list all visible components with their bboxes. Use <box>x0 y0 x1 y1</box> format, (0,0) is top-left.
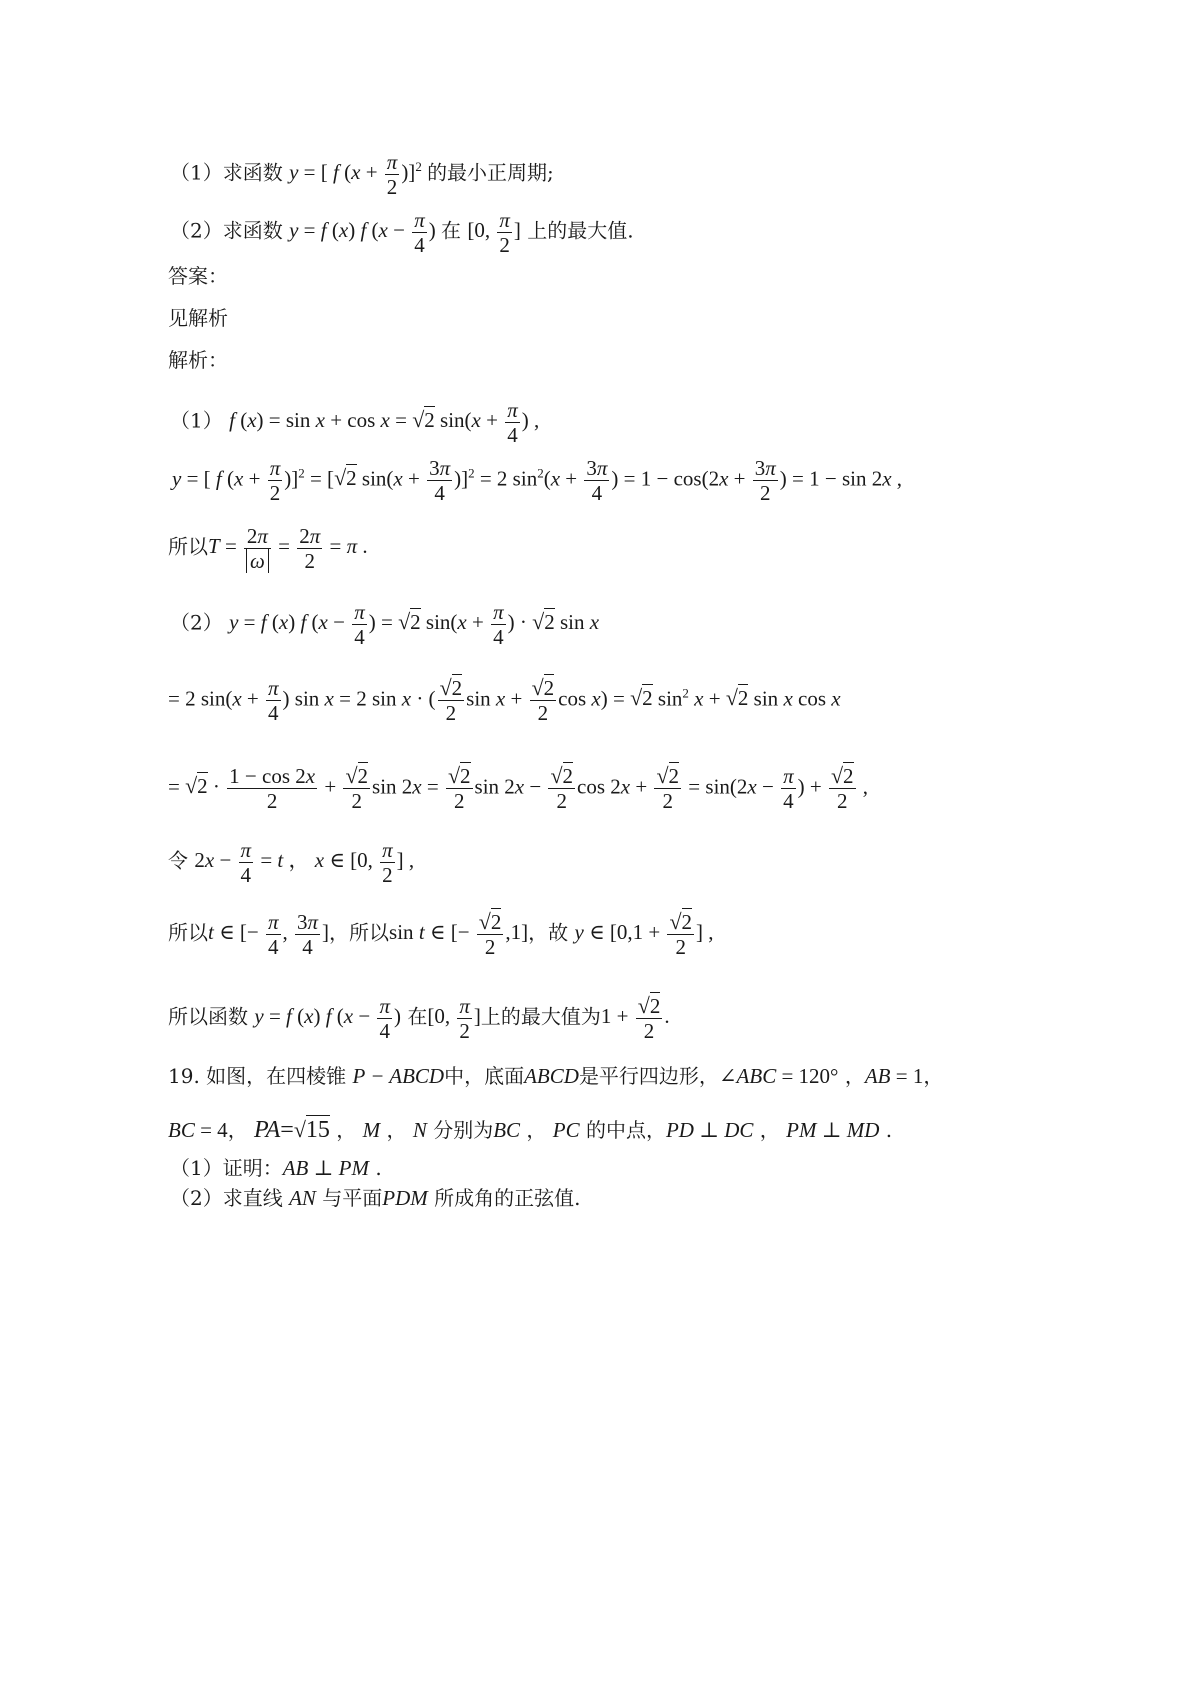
problem-19-part-2 <box>170 1184 581 1212</box>
final-value: 1 + $\frac{√2}{2}$ . <box>600 993 670 1043</box>
base-name: ABCD <box>524 1064 579 1088</box>
sin-range: sin t ∈ [− $\frac{√2}{2}$ ,1] <box>389 909 529 959</box>
final-tail: 上的最大值为 <box>480 1004 601 1029</box>
part-1-label: （1）证明： <box>170 1156 283 1180</box>
problem-19-in: 中，底面 <box>444 1064 525 1088</box>
solution-2-range <box>168 910 714 959</box>
angle-abc: ∠ABC = 120° <box>718 1064 839 1088</box>
point-n: N <box>412 1118 427 1142</box>
y-range: y ∈ [0,1 + $\frac{√2}{2}$ ] , <box>574 909 714 959</box>
solution-1-line-1 <box>170 398 539 447</box>
solution-2-formula-1: y = f (x) f (x − $\frac{\pi}{4}$ ) = √2 sin(x + $\frac{\pi}{4}$ ) · √2 sin x <box>229 600 600 649</box>
problem-19-is: 是平行四边形， <box>578 1064 719 1088</box>
problem-19-mid: 分别为 <box>433 1118 494 1142</box>
range-so-1: 所以 <box>168 920 208 945</box>
problem-19-line-1: 19. 如图，在四棱锥 P − ABCD中，底面ABCD是平行四边形，∠ABC = 120° ，AB = 1， <box>168 1064 944 1088</box>
question-2-tail: 上的最大值. <box>527 218 634 243</box>
final-lead: 所以函数 <box>168 1004 248 1029</box>
solution-2-formula-3: = √2 · $\frac{1 - \cos 2x}{2}$ + $\frac{√2}{2}$ sin 2x = $\frac{√2}{2}$ sin 2x − $\frac{√2}{2}$ cos 2x + $\frac{√2}{2}$ = sin(2x − $\frac{\pi}{4}$ ) + $\frac{√2}{2}$ , <box>168 763 869 813</box>
segment-pc: PC <box>552 1118 580 1142</box>
period-formula: T = $\frac{2\pi}{\omega}$ = $\frac{2\pi}{2}$ = π . <box>208 524 368 573</box>
question-1-label: （1）求函数 <box>170 160 283 185</box>
solution-2-conclusion <box>168 994 670 1043</box>
solution-2-formula-2: = 2 sin(x + $\frac{\pi}{4}$ ) sin x = 2 sin x · ( $\frac{√2}{2}$ sin x + $\frac{√2}{2}$ cos x) = √2 $\sin^2 x + √2$ sin x cos x <box>168 675 841 725</box>
plane-pdm: PDM <box>382 1186 428 1210</box>
question-1-formula: y = [ f (x + $\frac{\pi}{2}$ )]$^2$ <box>289 150 422 199</box>
solution-1-label: （1） <box>170 408 223 433</box>
final-interval: [0, $\frac{\pi}{2}$ ] <box>427 994 481 1043</box>
t-range: t ∈ [− $\frac{\pi}{4}$ , $\frac{3\pi}{4}$ ] <box>208 910 330 959</box>
solution-1-formula-1: f (x) = sin x + cos x = √2 sin(x + $\frac{\pi}{4}$ ) , <box>229 398 540 447</box>
ab-perp-pm: AB ⊥ PM <box>282 1156 369 1180</box>
analysis-heading: 解析： <box>168 348 228 372</box>
solution-1-so: 所以 <box>168 534 208 559</box>
part-2-b: 与平面 <box>322 1186 383 1210</box>
ab-length: AB = 1 <box>864 1064 924 1088</box>
part-2-a: （2）求直线 <box>170 1186 283 1210</box>
problem-19-intro: 19. 如图，在四棱锥 <box>168 1064 347 1088</box>
solution-1-formula-2: y = [ f (x + $\frac{\pi}{2}$ )]$^2$ = [√2 sin(x + $\frac{3\pi}{4}$ )]$^2$ = 2 $\sin^2(x$ + $\frac{3\pi}{4}$ ) = 1 − cos(2x + $\frac{3\pi}{2}$ ) = 1 − sin 2x , <box>172 456 903 505</box>
segment-bc: BC <box>493 1118 521 1142</box>
question-1 <box>170 150 554 199</box>
question-2-label: （2）求函数 <box>170 218 283 243</box>
range-hence: ，故 <box>528 920 569 945</box>
answer-heading: 答案： <box>168 264 228 288</box>
question-2-formula: y = f (x) f (x − $\frac{\pi}{4}$ ) <box>289 208 441 257</box>
question-2-interval: [0, $\frac{\pi}{2}$ ] <box>467 208 521 257</box>
pyramid-name: P − ABCD <box>352 1064 445 1088</box>
solution-1-period <box>168 524 368 573</box>
question-1-tail: 的最小正周期; <box>427 160 554 185</box>
part-2-c: 所成角的正弦值. <box>434 1186 581 1210</box>
bc-length: BC = 4 <box>168 1118 228 1142</box>
pa-length: PA=√15 <box>254 1117 330 1143</box>
pm-perp-md: PM ⊥ MD <box>786 1118 880 1142</box>
question-2-mid: 在 <box>440 218 461 243</box>
answer-text: 见解析 <box>168 306 228 330</box>
problem-19-mid2: 的中点， <box>585 1118 666 1142</box>
pd-perp-dc: PD ⊥ DC <box>665 1118 754 1142</box>
range-so-2: ，所以 <box>329 920 390 945</box>
final-formula: y = f (x) f (x − $\frac{\pi}{4}$ ) <box>254 994 401 1043</box>
point-m: M <box>362 1118 381 1142</box>
question-2 <box>170 208 634 257</box>
problem-19-line-2: BC = 4， PA=√15 ， M ， N 分别为BC ， PC 的中点，PD ⊥ DC ， PM ⊥ MD . <box>168 1117 893 1143</box>
solution-2-line-1 <box>170 600 599 649</box>
solution-2-substitution <box>168 838 414 887</box>
final-mid: 在 <box>407 1004 428 1029</box>
problem-19-part-1: （1）证明：AB ⊥ PM . <box>170 1156 382 1180</box>
substitution-formula: 2x − $\frac{\pi}{4}$ = t ， x ∈ [0, $\frac{\pi}{2}$ ] , <box>194 838 415 887</box>
solution-2-label: （2） <box>170 610 223 635</box>
line-an: AN <box>289 1186 316 1210</box>
let-label: 令 <box>168 848 188 873</box>
